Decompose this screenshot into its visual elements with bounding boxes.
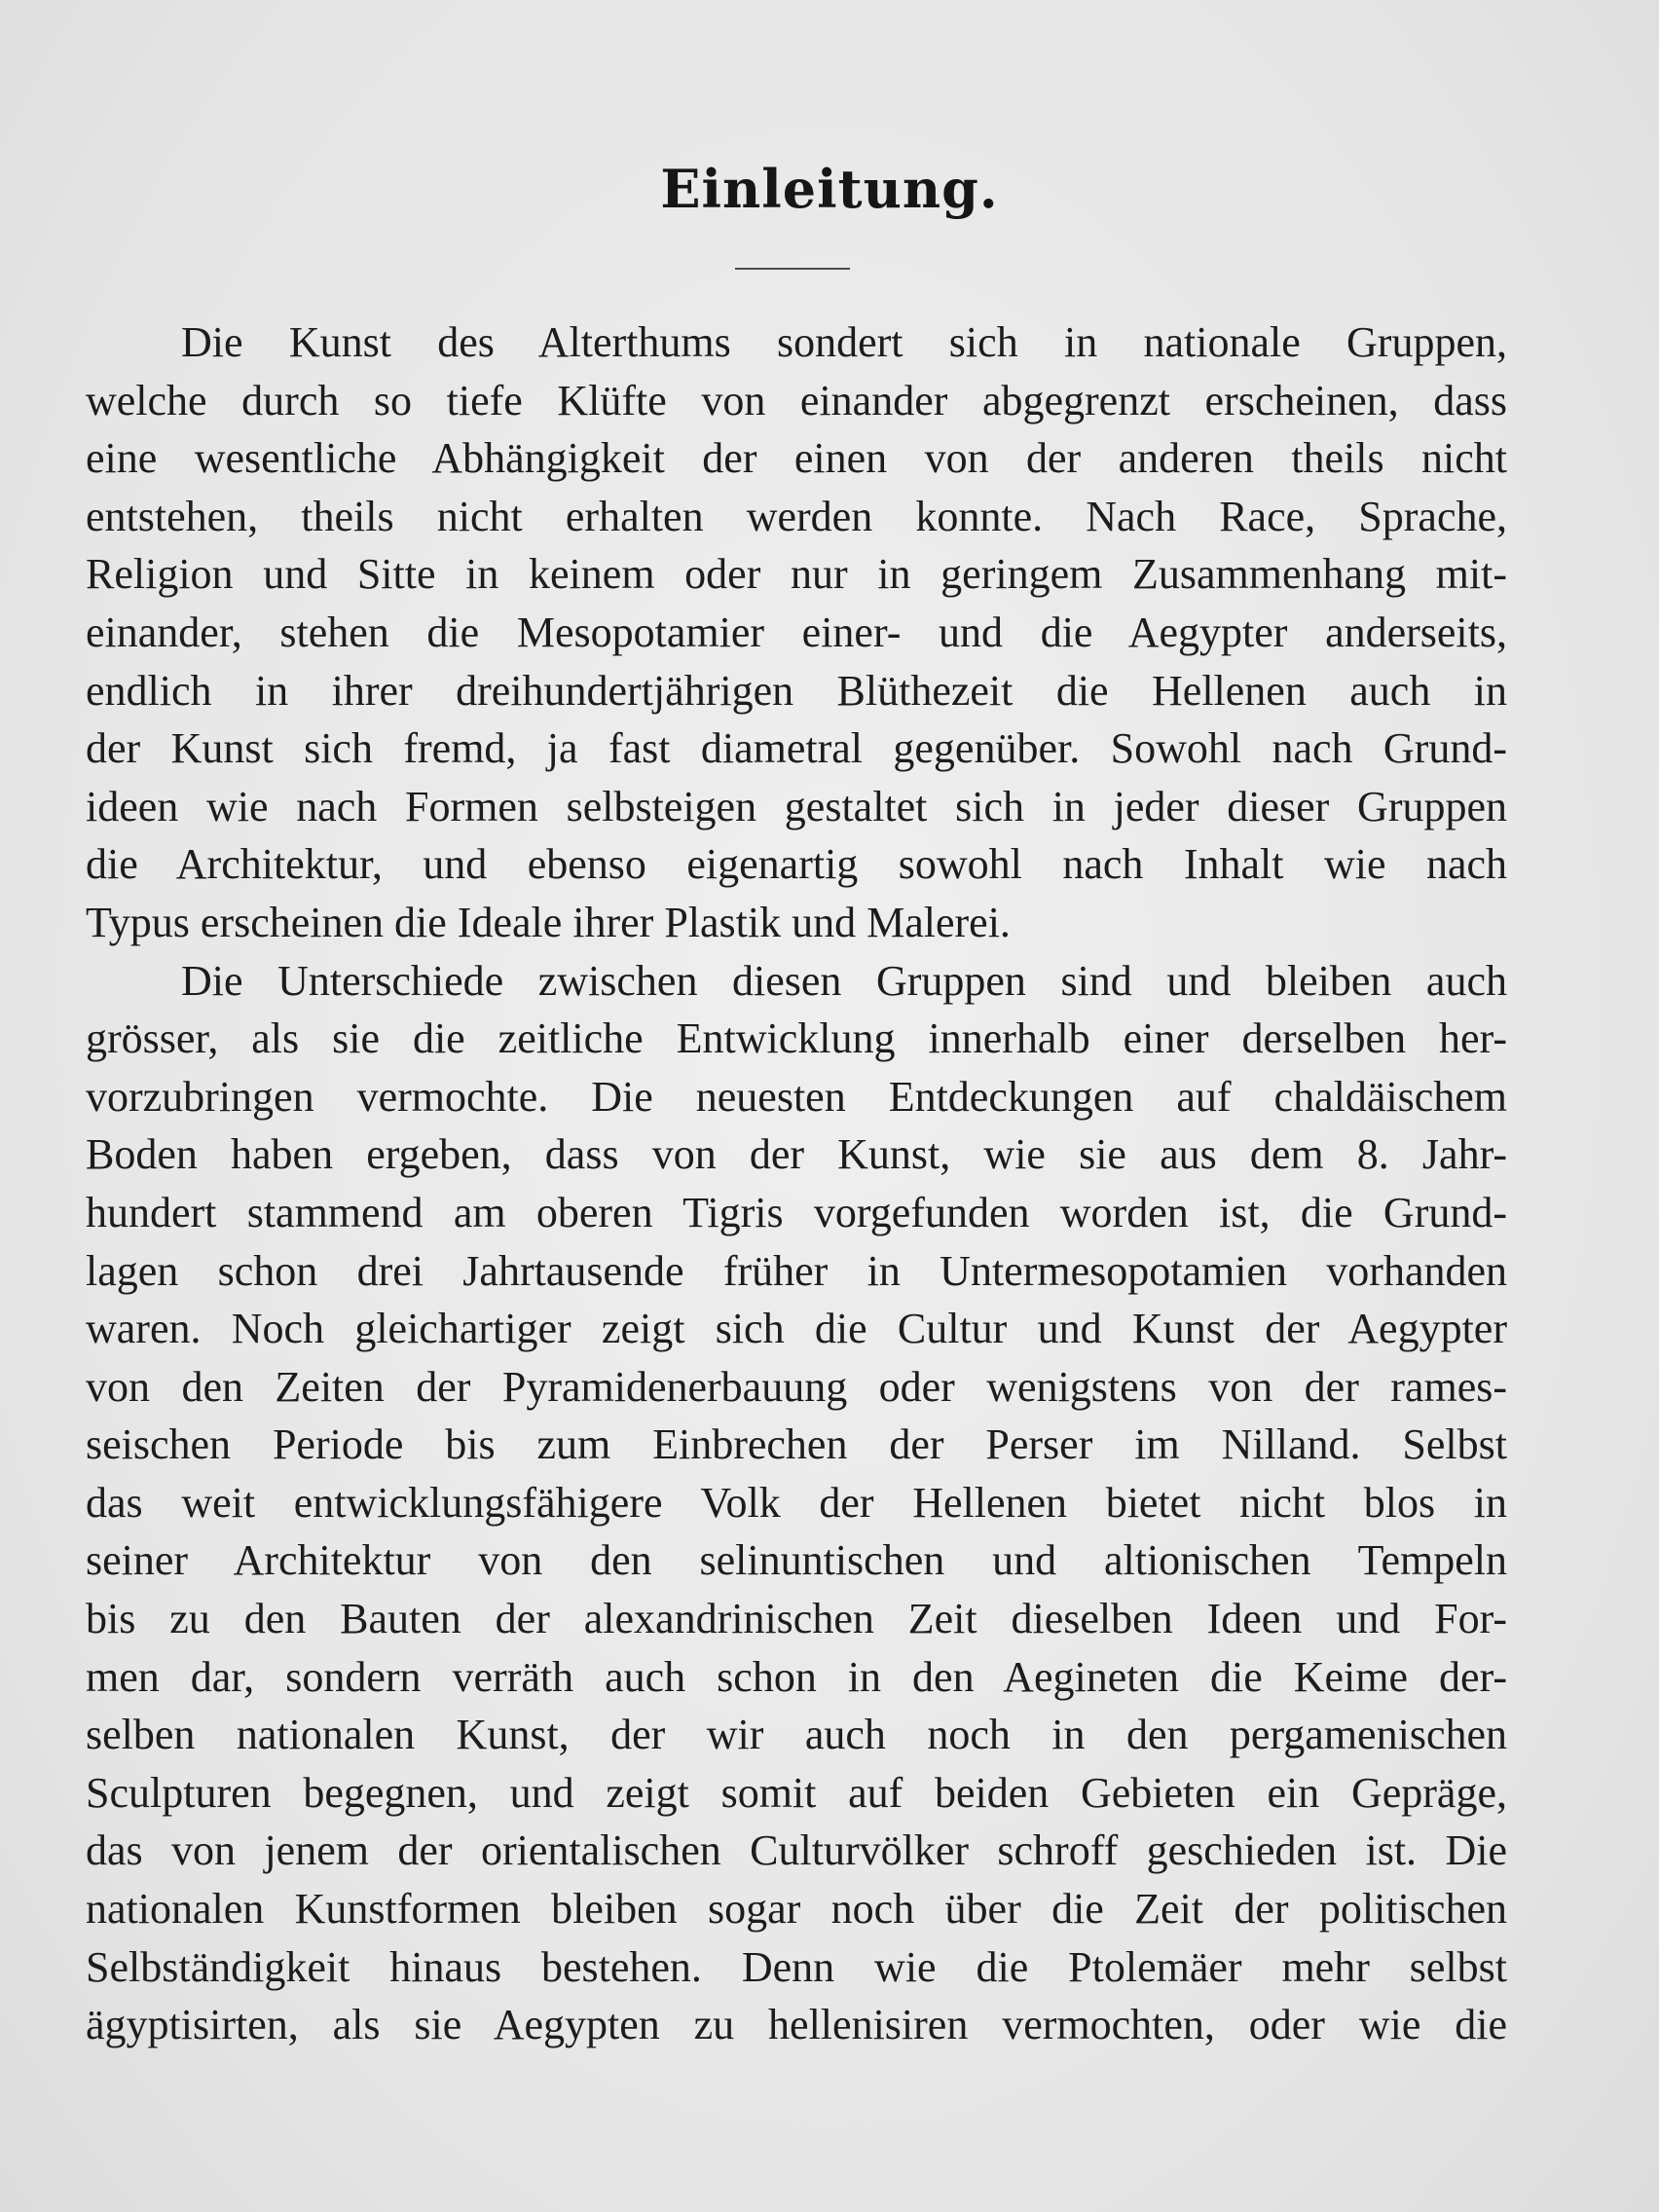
text-line: Typus erscheinen die Ideale ihrer Plastik und Malerei. (86, 898, 1011, 946)
text-line: einander, stehen die Mesopotamier einer- und die Aegypter anderseits, (86, 608, 1507, 656)
text-line: lagen schon drei Jahrtausende früher in Untermesopotamien vorhanden (86, 1246, 1507, 1295)
text-line: das von jenem der orientalischen Culturvölker schroff geschieden ist. Die (86, 1826, 1507, 1875)
text-line: Religion und Sitte in keinem oder nur in geringem Zusammenhang mit- (86, 550, 1507, 599)
page-title: Einleitung. (660, 158, 999, 220)
text-line: waren. Noch gleichartiger zeigt sich die Cultur und Kunst der Aegypter (86, 1305, 1507, 1353)
text-line: das weit entwicklungsfähigere Volk der Hellenen bietet nicht blos in (86, 1478, 1507, 1527)
text-line: die Architektur, und ebenso eigenartig sowohl nach Inhalt wie nach (86, 840, 1507, 889)
text-line: ideen wie nach Formen selbsteigen gestaltet sich in jeder dieser Gruppen (86, 782, 1507, 830)
text-line: men dar, sondern verräth auch schon in den Aegineten die Keime der- (86, 1652, 1507, 1701)
text-line: endlich in ihrer dreihundertjährigen Blüthezeit die Hellenen auch in (86, 666, 1507, 715)
text-line: seiner Architektur von den selinuntischen und altionischen Tempeln (86, 1536, 1507, 1585)
text-line: Die Kunst des Alterthums sondert sich in nationale Gruppen, (181, 318, 1507, 366)
text-line: vorzubringen vermochte. Die neuesten Entdeckungen auf chaldäischem (86, 1072, 1507, 1121)
text-line: der Kunst sich fremd, ja fast diametral gegenüber. Sowohl nach Grund- (86, 724, 1507, 773)
body-text (86, 313, 1507, 2054)
text-line: Boden haben ergeben, dass von der Kunst, wie sie aus dem 8. Jahr- (86, 1130, 1507, 1179)
text-line: entstehen, theils nicht erhalten werden konnte. Nach Race, Sprache, (86, 492, 1507, 540)
text-line: Sculpturen begegnen, und zeigt somit auf beiden Gebieten ein Gepräge, (86, 1768, 1507, 1817)
text-line: Die Unterschiede zwischen diesen Gruppen sind und bleiben auch (181, 956, 1507, 1005)
text-line: seischen Periode bis zum Einbrechen der Perser im Nilland. Selbst (86, 1420, 1507, 1469)
text-line: nationalen Kunstformen bleiben sogar noch über die Zeit der politischen (86, 1885, 1507, 1934)
text-line: ägyptisirten, als sie Aegypten zu hellenisiren vermochten, oder wie die (86, 2001, 1507, 2049)
text-line: von den Zeiten der Pyramidenerbauung oder wenigstens von der rames- (86, 1362, 1507, 1411)
text-line: welche durch so tiefe Klüfte von einander abgegrenzt erscheinen, dass (86, 376, 1507, 424)
text-line: Selbständigkeit hinaus bestehen. Denn wie die Ptolemäer mehr selbst (86, 1942, 1507, 1991)
text-line: selben nationalen Kunst, der wir auch noch in den pergamenischen (86, 1711, 1507, 1759)
text-line: eine wesentliche Abhängigkeit der einen von der anderen theils nicht (86, 434, 1507, 483)
text-line: grösser, als sie die zeitliche Entwicklung innerhalb einer derselben her- (86, 1014, 1507, 1063)
title-divider (735, 268, 850, 270)
text-line: bis zu den Bauten der alexandrinischen Zeit dieselben Ideen und For- (86, 1595, 1507, 1643)
text-line: hundert stammend am oberen Tigris vorgefunden worden ist, die Grund- (86, 1188, 1507, 1236)
